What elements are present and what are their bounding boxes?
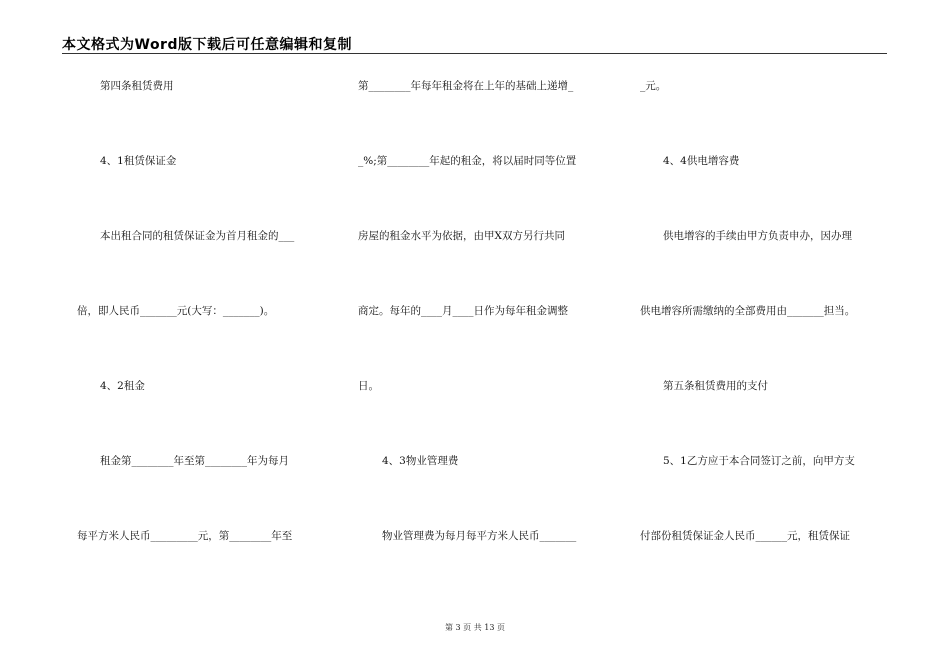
column-1-line-6: 租金第________年至第________年为每月 [100,455,289,467]
column-3-line-3: 供电增容的手续由甲方负责申办，因办理 [663,230,852,242]
column-2-line-7: 物业管理费为每月每平方米人民币_______ [382,530,577,542]
column-2-line-1: 第________年每年租金将在上年的基础上递增_ [358,80,574,92]
column-2-line-3: 房屋的租金水平为依据，由甲X双方另行共同 [358,230,565,242]
column-1-line-1: 第四条租赁费用 [100,80,174,92]
column-2-line-6: 4、3物业管理费 [382,455,459,467]
column-3-line-2: 4、4供电增容费 [663,155,740,167]
column-1-line-2: 4、1租赁保证金 [100,155,177,167]
column-2-line-4: 商定。每年的____月____日作为每年租金调整 [358,305,568,317]
header-divider [62,53,887,54]
column-2-line-2: _%;第________年起的租金，将以届时同等位置 [358,155,577,167]
column-3-line-4: 供电增容所需缴纳的全部费用由_______担当。 [640,305,856,317]
column-1-line-5: 4、2租金 [100,380,145,392]
column-3-line-7: 付部份租赁保证金人民币______元，租赁保证 [640,530,850,542]
column-1-line-4: 倍，即人民币_______元(大写：_______)。 [77,305,275,317]
column-3-line-6: 5、1乙方应于本合同签订之前，向甲方支 [663,455,855,467]
column-1-line-7: 每平方米人民币_________元，第________年至 [77,530,293,542]
page-indicator: 第 3 页 共 13 页 [445,623,505,632]
column-2-line-5: 日。 [358,380,379,392]
column-1-line-3: 本出租合同的租赁保证金为首月租金的___ [100,230,295,242]
document-header-title: 本文格式为Word版下载后可任意编辑和复制 [62,37,352,53]
column-3-line-5: 第五条租赁费用的支付 [663,380,768,392]
column-3-line-1: _元。 [640,80,667,92]
